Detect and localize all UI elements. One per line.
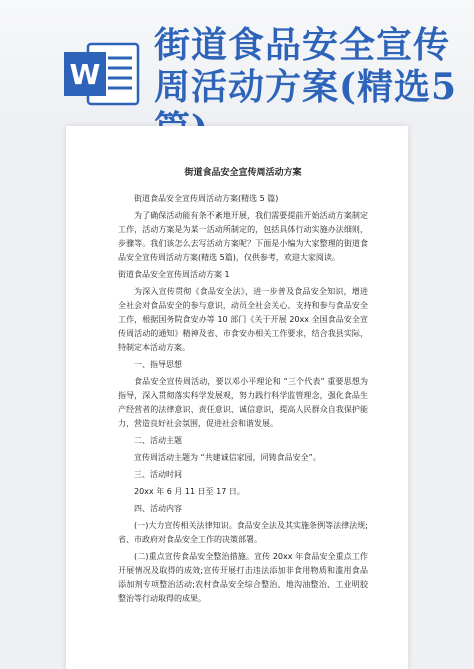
title-line-1: 街道食品安全宣传 — [154, 24, 451, 66]
title-line-2: 周活动方案(精选5 — [154, 66, 458, 108]
paragraph: (一)大力宣传相关法律知识。食品安全法及其实施条例等法律法规;省、市政府对食品安全工作的决策部署。 — [118, 521, 368, 544]
svg-text:W: W — [69, 58, 101, 91]
heading-time: 三、活动时间 — [134, 470, 182, 479]
document-body — [118, 166, 368, 609]
paragraph: 食品安全宣传周活动，要以邓小平理论和 “三个代表” 重要思想为指导，深入贯彻落实科学发展观，努力践行科学监管理念，强化食品生产经营者的法律意识、责任意识、诚信意识，提高人民群众自我保护能力，营造良好社会氛围，促进社会和谐发展。 — [118, 377, 368, 428]
document-page — [66, 126, 408, 669]
word-document-icon — [62, 40, 142, 108]
banner — [0, 0, 474, 120]
paragraph: 20xx 年 6 月 11 日至 17 日。 — [134, 487, 245, 496]
document-subtitle: 街道食品安全宣传周活动方案(精选 5 篇) — [134, 194, 279, 203]
paragraph: 为深入宣传贯彻《食品安全法》，进一步普及食品安全知识，增进全社会对食品安全的参与意识，动员全社会关心、支持和参与食品安全工作，根据国务院食安办等 10 部门《关于开展 20xx 全国食品安全宣传周活动的通知》精神及省、市食安办相关工作要求，结合我县实际，特制定本活动方案。 — [118, 287, 368, 352]
heading-guiding-ideology: 一、指导思想 — [134, 360, 182, 369]
heading-theme: 二、活动主题 — [134, 436, 182, 445]
document-title: 街道食品安全宣传周活动方案 — [184, 168, 302, 178]
heading-content: 四、活动内容 — [134, 504, 182, 513]
intro-paragraph: 为了确保活动能有条不紊地开展，我们需要提前开始活动方案制定工作，活动方案是为某一活动所制定的，包括具体行动实施办法细则，步骤等。我们该怎么去写活动方案呢？下面是小编为大家整理的街道食品安全宣传周活动方案(精选 5篇)，仅供参考，欢迎大家阅读。 — [118, 211, 368, 262]
section-heading: 街道食品安全宣传周活动方案 1 — [118, 270, 230, 279]
paragraph: (二)重点宣传食品安全整治措施。宣传 20xx 年食品安全重点工作开展情况及取得的成效;宣传开展打击违法添加非食用物质和滥用食品添加剂专项整治活动;农村食品安全综合整治、地沟油整治、工业明胶整治等行动取得的成果。 — [118, 552, 368, 603]
paragraph: 宣传周活动主题为 “共建诚信家园，同铸食品安全”。 — [134, 453, 321, 462]
